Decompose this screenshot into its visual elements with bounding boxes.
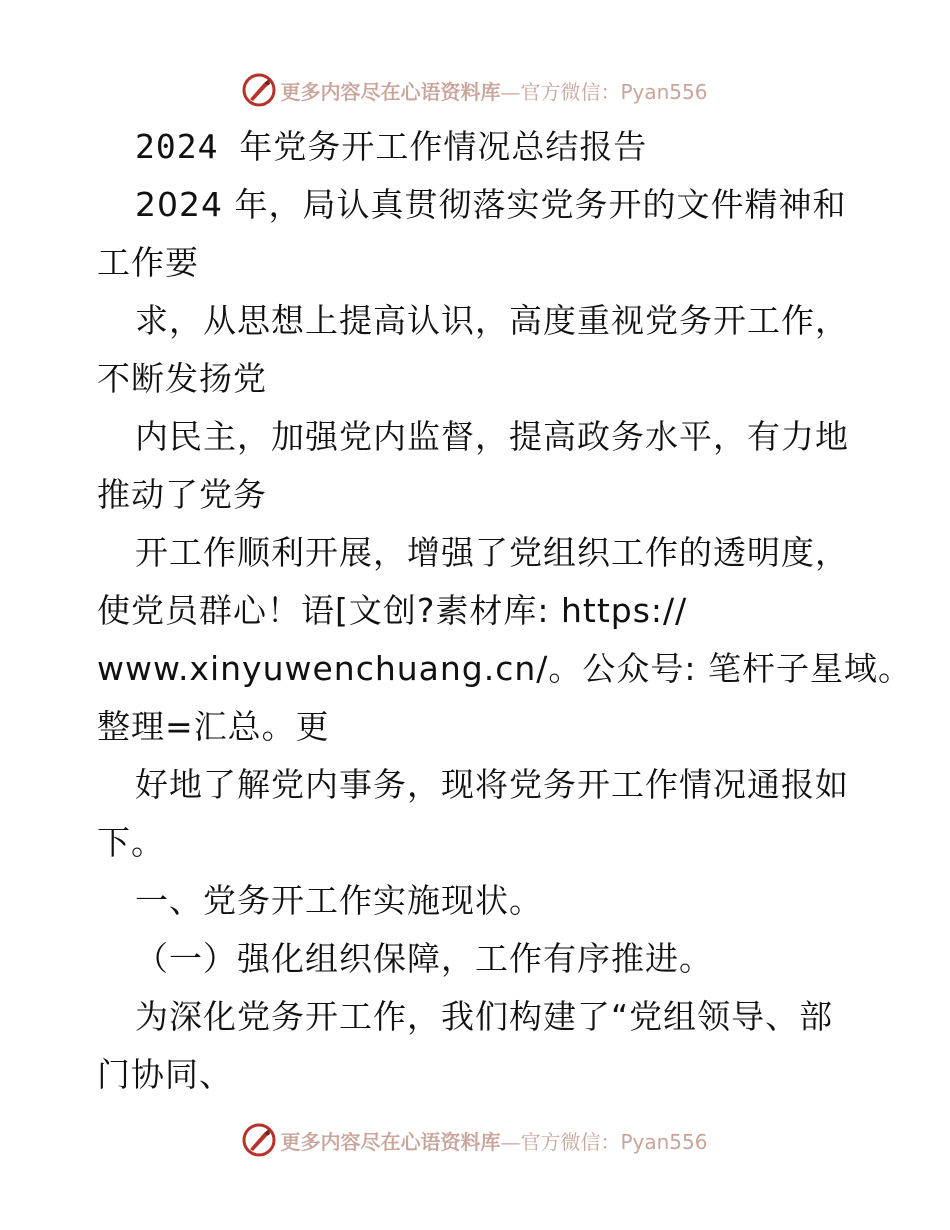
subsection-heading: （一）强化组织保障，工作有序推进。 [135,939,713,978]
watermark-text: 更多内容尽在心语资料库—官方微信：Pyan556 [280,79,708,104]
footer-watermark [0,1120,950,1160]
paragraph-line: 推动了党务 [97,475,267,514]
paragraph-line: 内民主，加强党内监督，提高政务水平，有力地 [135,417,849,456]
paragraph-line: 整理=汇总。更 [97,707,330,746]
paragraph-line: 下。 [97,823,165,862]
paragraph-line: 好地了解党内事务，现将党务开工作情况通报如 [135,765,849,804]
watermark-text: 更多内容尽在心语资料库—官方微信：Pyan556 [280,1129,708,1154]
paragraph-line: 工作要 [97,243,199,282]
document-body [97,118,913,1104]
paragraph-line: 不断发扬党 [97,359,267,398]
paragraph-line: 求，从思想上提高认识，高度重视党务开工作， [135,301,849,340]
paragraph-line: www.xinyuwenchuang.cn/。公众号: 笔杆子星域。 [97,649,913,688]
pen-logo-icon [242,73,276,107]
document-title: 2024 年党务开工作情况总结报告 [135,127,648,166]
section-heading: 一、党务开工作实施现状。 [135,881,543,920]
paragraph-line: 使党员群心！语[文创?素材库: https:// [97,591,688,630]
paragraph-line: 为深化党务开工作，我们构建了“党组领导、部 [135,997,834,1036]
paragraph-line: 门协同、 [97,1055,233,1094]
header-watermark [0,70,950,110]
paragraph-line: 2024 年，局认真贯彻落实党务开的文件精神和 [135,185,847,224]
pen-logo-icon [242,1123,276,1157]
paragraph-line: 开工作顺利开展，增强了党组织工作的透明度， [135,533,849,572]
